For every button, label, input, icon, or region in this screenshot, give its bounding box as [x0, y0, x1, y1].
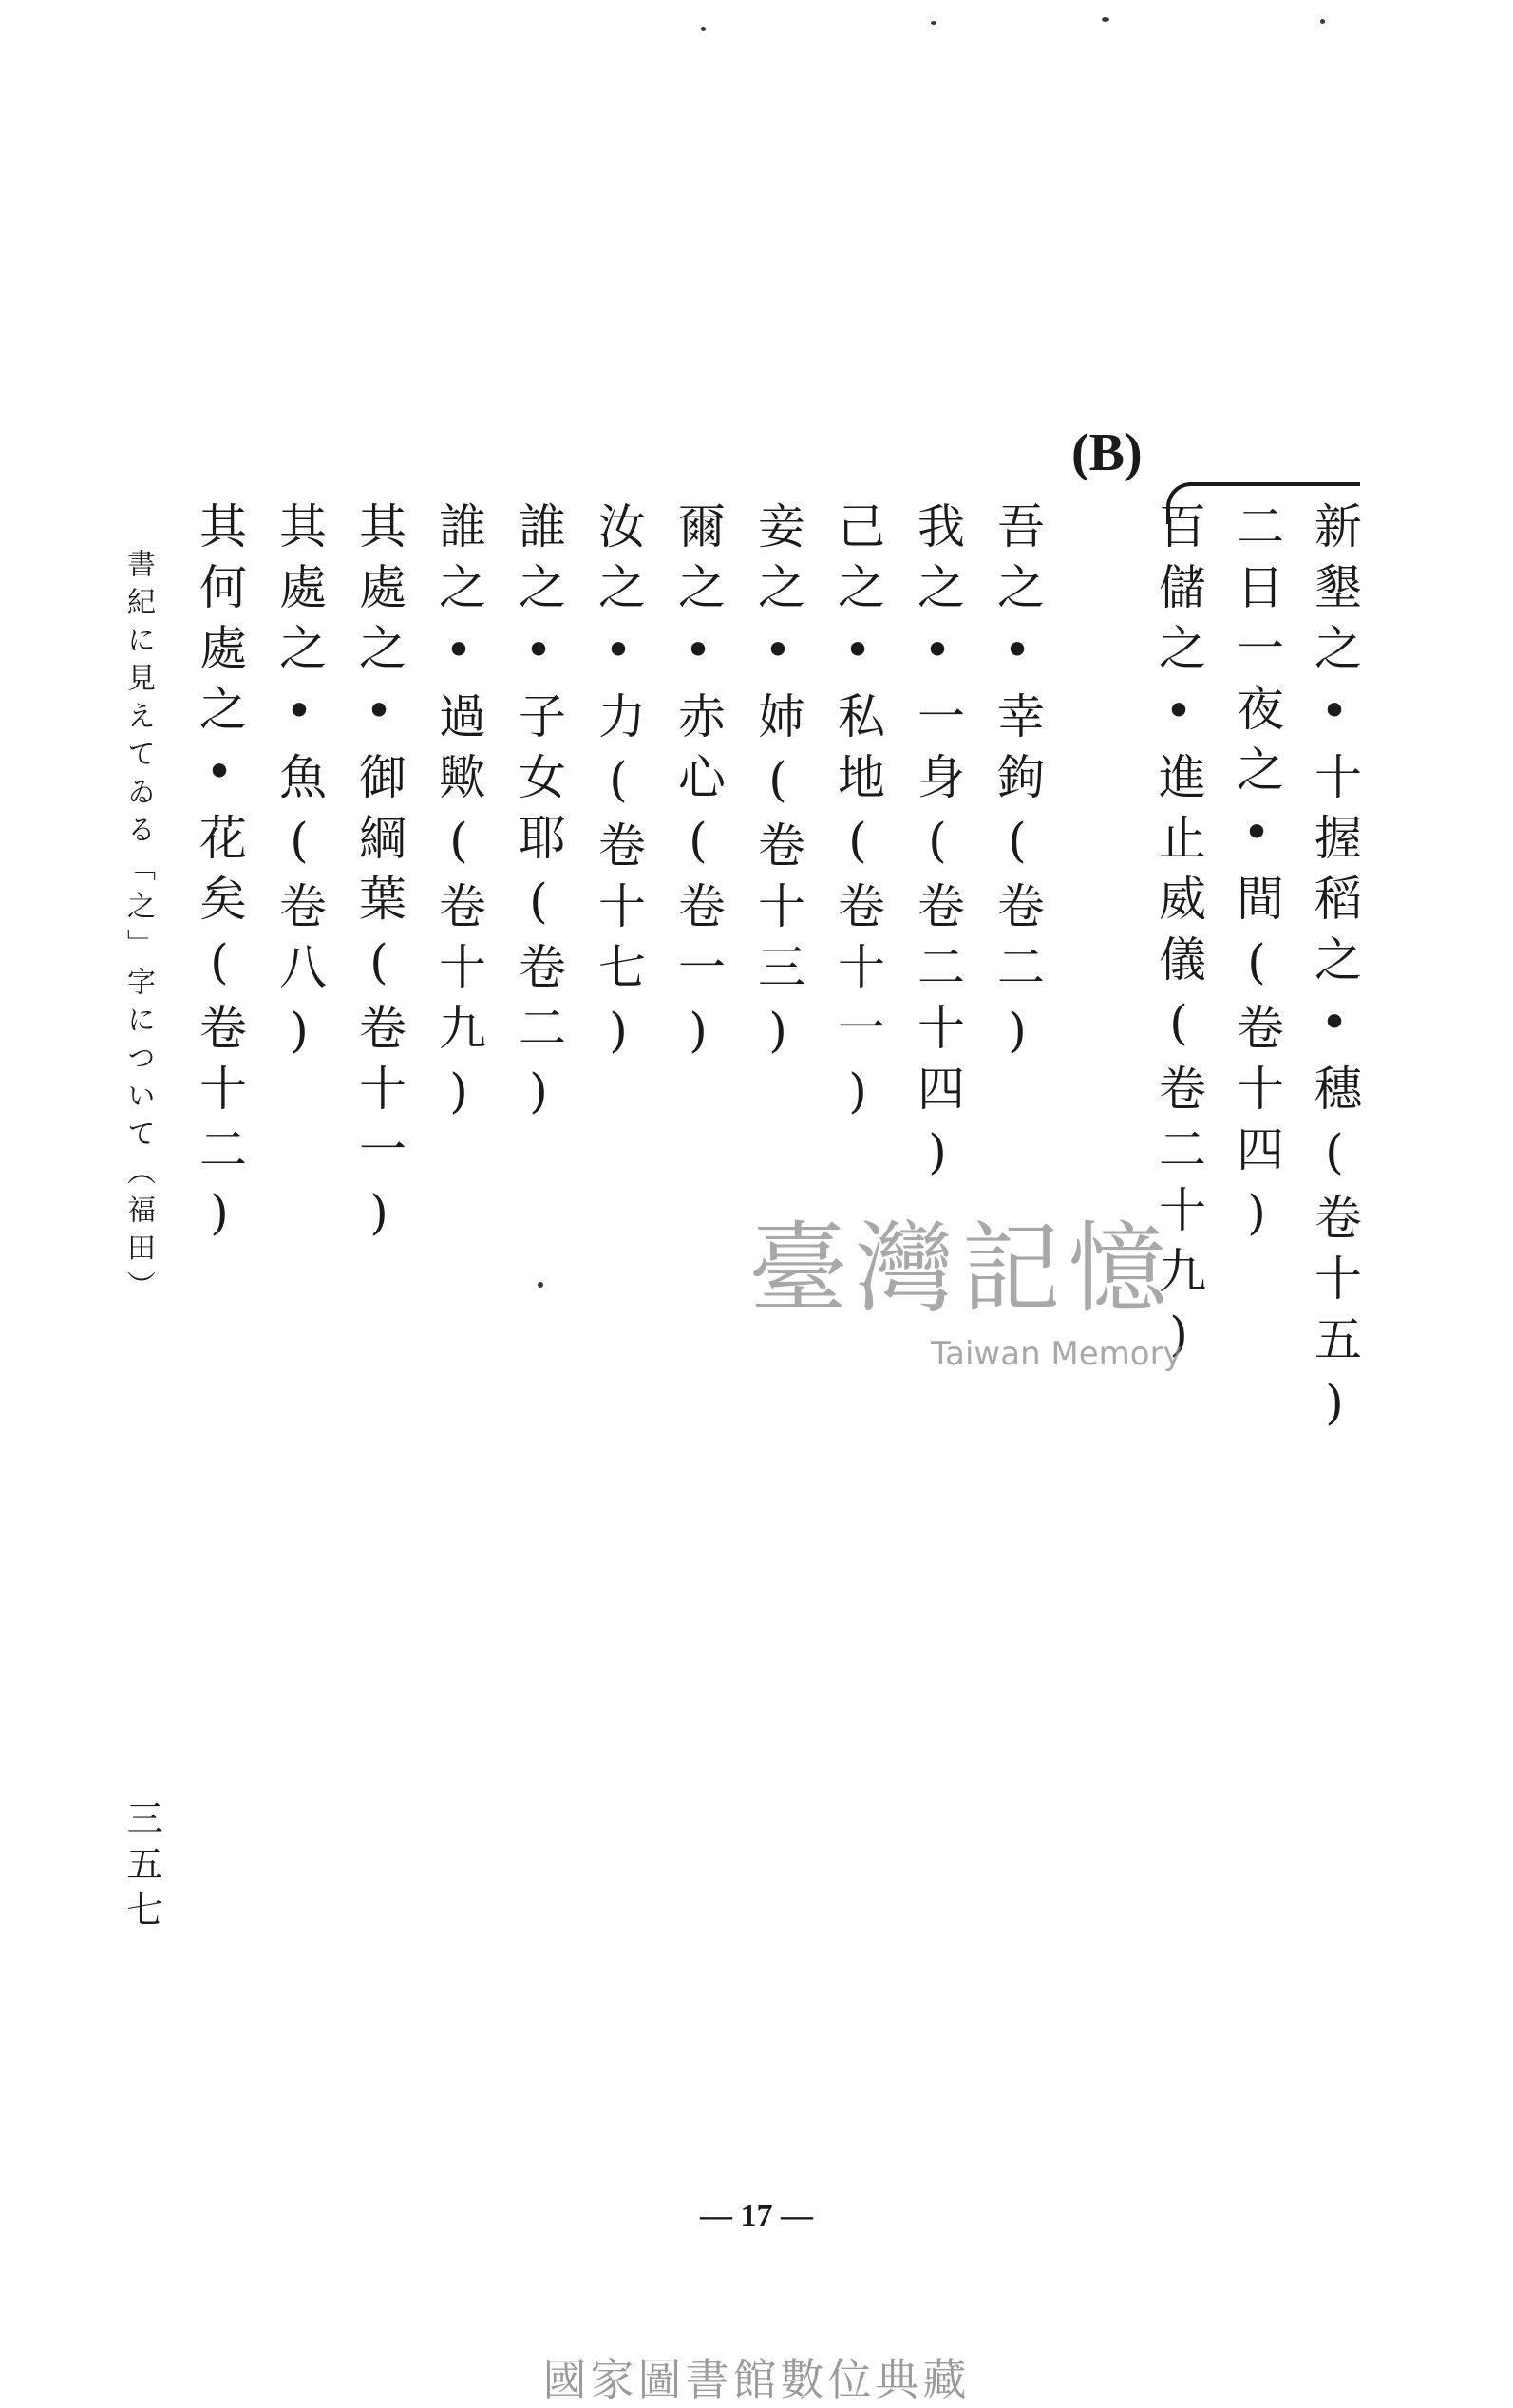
text-line-11: 誰之•過歟(卷十九): [431, 501, 486, 1132]
running-title: 書紀に見えてゐる「之」字について（福田）: [122, 549, 155, 1308]
watermark: [741, 1189, 1182, 1373]
scan-speck: [538, 1282, 543, 1288]
text-line-6: 己之•私地(卷十一): [830, 501, 885, 1132]
kanji-page-number: 三五七: [121, 1799, 162, 1936]
text-line-13: 其處之•魚(卷八): [272, 501, 327, 1071]
text-line-7: 妾之•姉(卷十三): [750, 501, 805, 1071]
text-line-8: 爾之•赤心(卷一): [671, 501, 726, 1071]
scan-speck: [1102, 17, 1109, 22]
text-line-3: 百儲之•進止威儀(卷二十九): [1151, 501, 1206, 1375]
library-footer: 國家圖書館數位典藏: [542, 2354, 971, 2405]
text-line-9: 汝之•力(卷十七): [591, 501, 646, 1071]
text-line-10: 誰之•子女耶(卷二): [511, 501, 566, 1132]
watermark-title: 臺灣記憶: [748, 1211, 1175, 1326]
text-line-5: 我之•一身(卷二十四): [910, 501, 965, 1193]
text-line-4: 吾之•幸鉤(卷二): [990, 501, 1045, 1071]
page-number: — 17 —: [700, 2198, 813, 2233]
text-line-1: 新墾之•十握稻之•穗(卷十五): [1307, 501, 1362, 1443]
scan-speck: [931, 21, 936, 25]
text-line-12: 其處之•御綱葉(卷十一): [351, 501, 407, 1253]
scan-speck: [1320, 19, 1325, 24]
scan-speck: [701, 27, 706, 31]
section-label: (B): [1071, 423, 1143, 482]
text-line-2: 二日一夜之•間(卷十四): [1229, 501, 1284, 1253]
watermark-subtitle: Taiwan Memory: [931, 1335, 1182, 1373]
text-line-14: 其何處之•花矣(卷十二): [192, 501, 247, 1253]
